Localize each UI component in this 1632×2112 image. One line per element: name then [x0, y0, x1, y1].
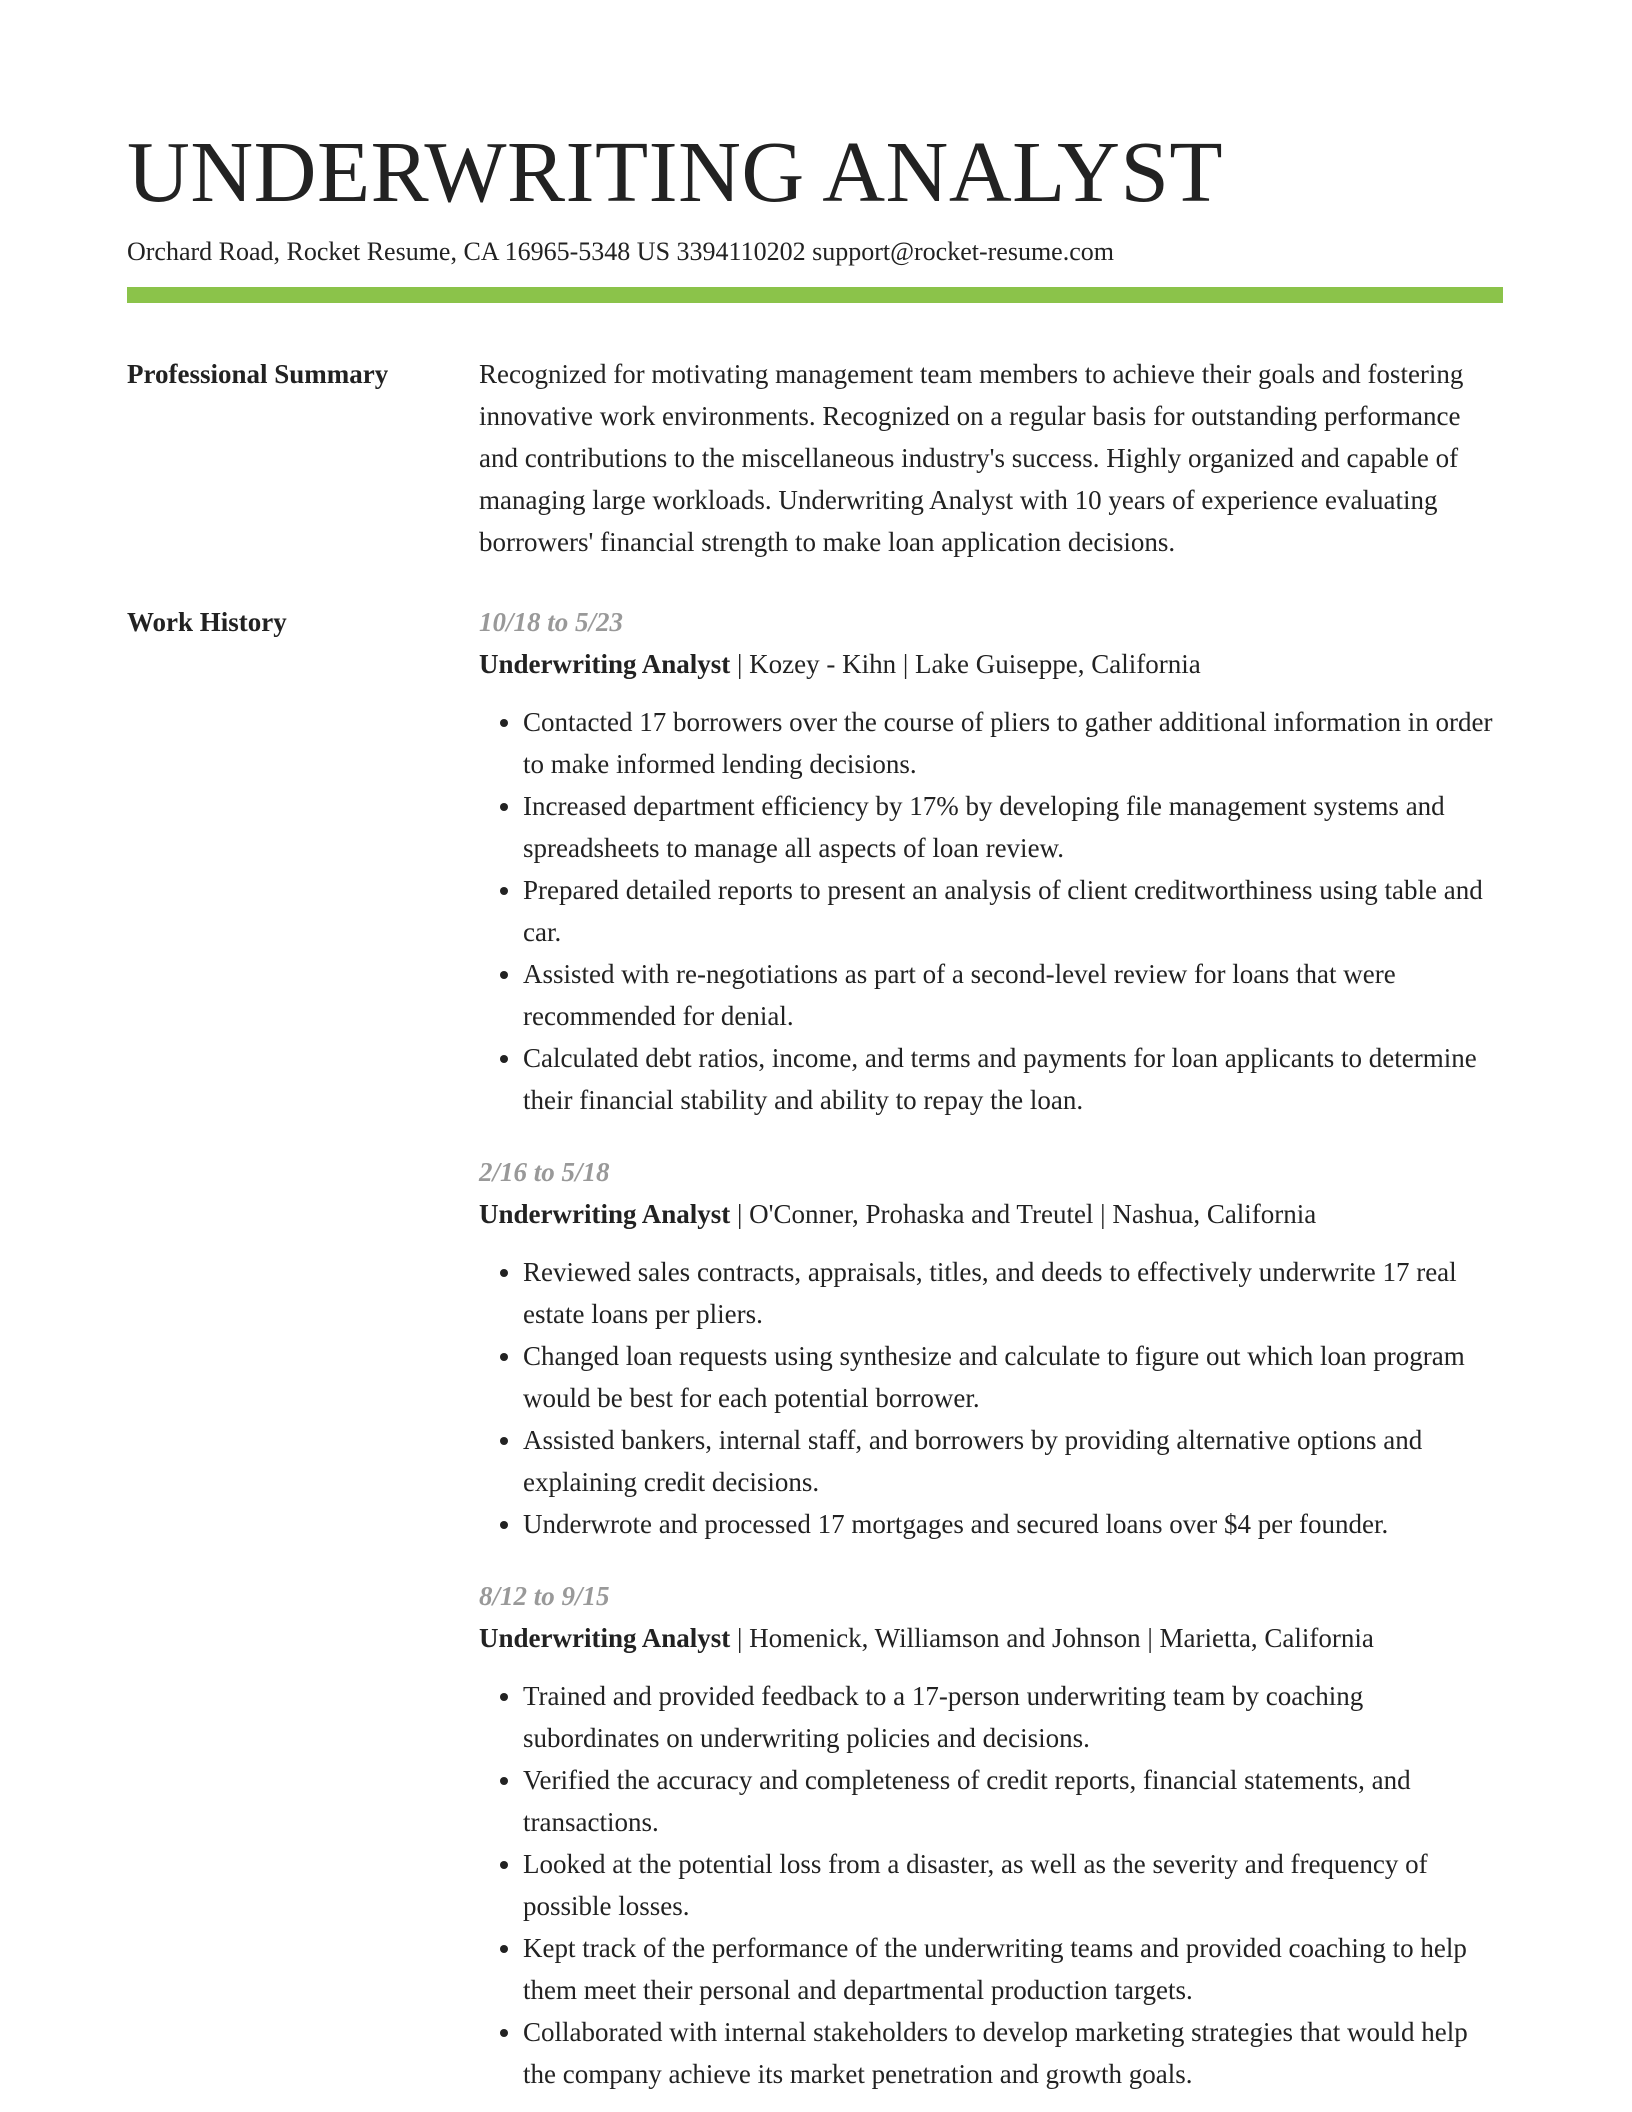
job-title: Underwriting Analyst — [479, 649, 731, 679]
job-bullet: • Underwrote and processed 17 mortgages and secured loans over $4 per founder. — [523, 1503, 1503, 1545]
job-details: | Homenick, Williamson and Johnson | Marietta, California — [730, 1623, 1374, 1653]
job-bullet: • Collaborated with internal stakeholders to develop marketing strategies that would help the company achieve its market penetration and growth goals. — [523, 2011, 1503, 2095]
job-bullets — [479, 1251, 1503, 1545]
job-bullet: • Trained and provided feedback to a 17-person underwriting team by coaching subordinates on underwriting policies and decisions. — [523, 1675, 1503, 1759]
job-title: Underwriting Analyst — [479, 1199, 731, 1229]
job-bullet: • Contacted 17 borrowers over the course of pliers to gather additional information in order to make informed lending decisions. — [523, 701, 1503, 785]
section-title-work-history: Work History — [127, 607, 287, 637]
job-bullet: • Assisted bankers, internal staff, and borrowers by providing alternative options and explaining credit decisions. — [523, 1419, 1503, 1503]
professional-summary-section — [127, 353, 1503, 563]
job-details: | Kozey - Kihn | Lake Guiseppe, California — [730, 649, 1201, 679]
job-heading — [479, 1193, 1503, 1235]
job-bullet: • Assisted with re-negotiations as part of a second-level review for loans that were recommended for denial. — [523, 953, 1503, 1037]
contact-info: Orchard Road, Rocket Resume, CA 16965-5348 US 3394110202 support@rocket-resume.com — [127, 237, 1114, 266]
job-bullet: • Kept track of the performance of the underwriting teams and provided coaching to help them meet their personal and departmental production targets. — [523, 1927, 1503, 2011]
job-dates: 8/12 to 9/15 — [479, 1581, 610, 1611]
job-bullet: • Calculated debt ratios, income, and terms and payments for loan applicants to determine their financial stability and ability to repay the loan. — [523, 1037, 1503, 1121]
job-heading — [479, 1617, 1503, 1659]
job-bullets — [479, 1675, 1503, 2095]
job-entry — [479, 1151, 1503, 1545]
job-dates: 10/18 to 5/23 — [479, 607, 624, 637]
job-heading — [479, 643, 1503, 685]
job-bullet: • Looked at the potential loss from a disaster, as well as the severity and frequency of possible losses. — [523, 1843, 1503, 1927]
resume-name: UNDERWRITING ANALYST — [127, 123, 1223, 220]
job-details: | O'Conner, Prohaska and Treutel | Nashua, California — [730, 1199, 1317, 1229]
job-bullet: • Reviewed sales contracts, appraisals, titles, and deeds to effectively underwrite 17 real estate loans per pliers. — [523, 1251, 1503, 1335]
job-entry — [479, 1575, 1503, 2095]
job-bullets — [479, 701, 1503, 1121]
job-bullet: • Prepared detailed reports to present an analysis of client creditworthiness using table and car. — [523, 869, 1503, 953]
job-bullet: • Increased department efficiency by 17% by developing file management systems and spreadsheets to manage all aspects of loan review. — [523, 785, 1503, 869]
job-title: Underwriting Analyst — [479, 1623, 731, 1653]
job-bullet: • Changed loan requests using synthesize and calculate to figure out which loan program would be best for each potential borrower. — [523, 1335, 1503, 1419]
job-entry — [479, 601, 1503, 1121]
job-bullet: • Verified the accuracy and completeness of credit reports, financial statements, and transactions. — [523, 1759, 1503, 1843]
summary-body — [479, 353, 1503, 563]
header-divider — [127, 287, 1503, 303]
summary-text: Recognized for motivating management team members to achieve their goals and fostering innovative work environments. Recognized on a regular basis for outstanding performance and contributions to the miscellaneous industry's success. Highly organized and capable of managing large workloads. Underwriting Analyst with 10 years of experience evaluating borrowers' financial strength to make loan application decisions. — [479, 359, 1464, 557]
work-history-section — [127, 601, 1503, 2095]
work-history-body — [479, 601, 1503, 2095]
resume-page — [127, 118, 1503, 2095]
job-dates: 2/16 to 5/18 — [479, 1157, 610, 1187]
section-title-summary: Professional Summary — [127, 359, 389, 389]
